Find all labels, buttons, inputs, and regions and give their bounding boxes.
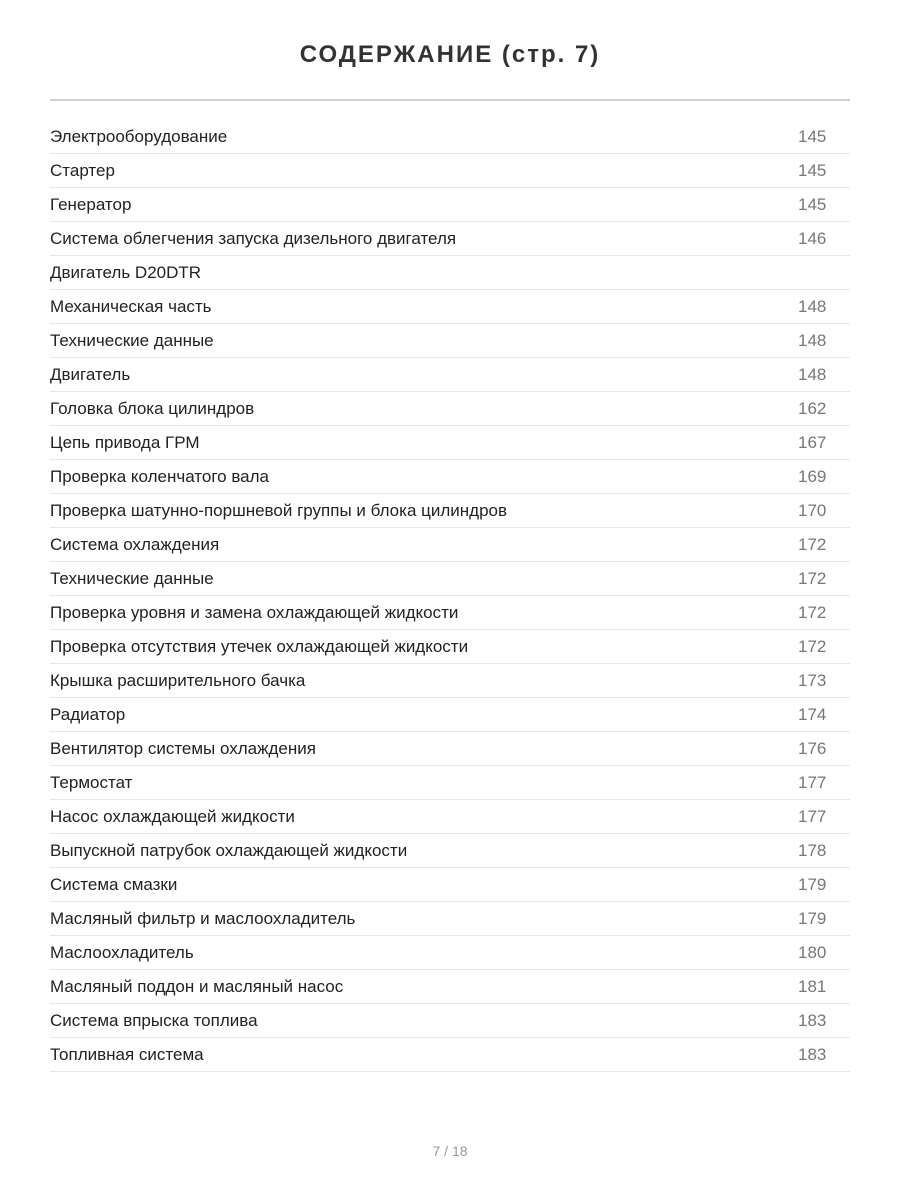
toc-entry[interactable] (50, 562, 850, 596)
toc-entry[interactable] (50, 358, 850, 392)
toc-entry-title: Проверка коленчатого вала (50, 466, 269, 486)
toc-entry-title: Масляный поддон и масляный насос (50, 976, 344, 996)
toc-entry-page: 180 (798, 942, 827, 962)
toc-entry[interactable] (50, 1038, 850, 1072)
toc-entry-title: Насос охлаждающей жидкости (50, 806, 295, 826)
toc-entry-page: 148 (798, 364, 827, 384)
toc-entry[interactable] (50, 222, 850, 256)
table-of-contents (50, 120, 850, 1072)
toc-entry-title: Проверка уровня и замена охлаждающей жидкости (50, 602, 459, 622)
toc-entry-page: 174 (798, 704, 827, 724)
toc-entry-title: Двигатель D20DTR (50, 262, 202, 282)
page-title: СОДЕРЖАНИЕ (стр. 7) (299, 41, 601, 68)
toc-entry-title: Выпускной патрубок охлаждающей жидкости (50, 840, 408, 860)
toc-entry-page: 167 (798, 432, 827, 452)
toc-entry-title: Система смазки (50, 874, 178, 894)
toc-entry-title: Технические данные (50, 568, 214, 588)
toc-entry-title: Головка блока цилиндров (50, 398, 255, 418)
toc-entry-title: Маслоохладитель (50, 942, 194, 962)
toc-entry[interactable] (50, 732, 850, 766)
toc-entry[interactable] (50, 120, 850, 154)
toc-entry-page: 177 (798, 772, 827, 792)
toc-entry-title: Система впрыска топлива (50, 1010, 258, 1030)
title-divider (50, 99, 850, 101)
toc-entry[interactable] (50, 800, 850, 834)
toc-entry-title: Проверка шатунно-поршневой группы и блока цилиндров (50, 500, 508, 520)
toc-entry[interactable] (50, 256, 850, 290)
toc-entry[interactable] (50, 936, 850, 970)
toc-entry[interactable] (50, 596, 850, 630)
toc-entry-title: Масляный фильтр и маслоохладитель (50, 908, 356, 928)
toc-entry[interactable] (50, 392, 850, 426)
toc-entry[interactable] (50, 324, 850, 358)
toc-entry-page: 177 (798, 806, 827, 826)
toc-entry-title: Вентилятор системы охлаждения (50, 738, 316, 758)
toc-entry[interactable] (50, 766, 850, 800)
toc-entry[interactable] (50, 494, 850, 528)
toc-entry-page: 173 (798, 670, 827, 690)
toc-entry-title: Радиатор (50, 704, 126, 724)
toc-entry-page: 183 (798, 1044, 827, 1064)
toc-entry-title: Электрооборудование (50, 126, 228, 146)
toc-entry-page: 148 (798, 296, 827, 316)
toc-entry-title: Топливная система (50, 1044, 204, 1064)
toc-entry[interactable] (50, 902, 850, 936)
toc-entry-page: 172 (798, 568, 827, 588)
toc-entry[interactable] (50, 426, 850, 460)
toc-entry-page: 183 (798, 1010, 827, 1030)
toc-entry-page: 169 (798, 466, 827, 486)
toc-entry-title: Генератор (50, 194, 132, 214)
toc-entry-page: 145 (798, 160, 827, 180)
toc-entry[interactable] (50, 188, 850, 222)
toc-entry-title: Проверка отсутствия утечек охлаждающей жидкости (50, 636, 469, 656)
toc-entry-page: 145 (798, 126, 827, 146)
toc-entry-page: 179 (798, 874, 827, 894)
toc-entry-title: Система облегчения запуска дизельного двигателя (50, 228, 457, 248)
toc-entry-page: 148 (798, 330, 827, 350)
toc-entry-page: 176 (798, 738, 827, 758)
toc-entry[interactable] (50, 528, 850, 562)
toc-entry-title: Термостат (50, 772, 133, 792)
toc-entry[interactable] (50, 664, 850, 698)
toc-entry-page: 145 (798, 194, 827, 214)
toc-entry-page: 170 (798, 500, 827, 520)
toc-entry[interactable] (50, 154, 850, 188)
toc-entry-page: 146 (798, 228, 827, 248)
toc-entry-title: Стартер (50, 160, 115, 180)
toc-entry-page: 172 (798, 636, 827, 656)
toc-entry[interactable] (50, 970, 850, 1004)
toc-entry-page: 162 (798, 398, 827, 418)
toc-entry-title: Двигатель (50, 364, 131, 384)
toc-entry-title: Технические данные (50, 330, 214, 350)
toc-entry-page: 178 (798, 840, 827, 860)
toc-entry[interactable] (50, 834, 850, 868)
toc-entry[interactable] (50, 290, 850, 324)
toc-entry[interactable] (50, 1004, 850, 1038)
page-indicator: 7 / 18 (432, 1143, 468, 1159)
toc-entry-page: 179 (798, 908, 827, 928)
toc-entry[interactable] (50, 630, 850, 664)
toc-entry-title: Система охлаждения (50, 534, 220, 554)
toc-entry[interactable] (50, 698, 850, 732)
toc-entry-page: 172 (798, 602, 827, 622)
toc-entry[interactable] (50, 460, 850, 494)
toc-entry-title: Крышка расширительного бачка (50, 670, 306, 690)
toc-entry-title: Механическая часть (50, 296, 212, 316)
toc-entry-page: 172 (798, 534, 827, 554)
toc-entry[interactable] (50, 868, 850, 902)
toc-entry-title: Цепь привода ГРМ (50, 432, 200, 452)
toc-entry-page: 181 (798, 976, 827, 996)
